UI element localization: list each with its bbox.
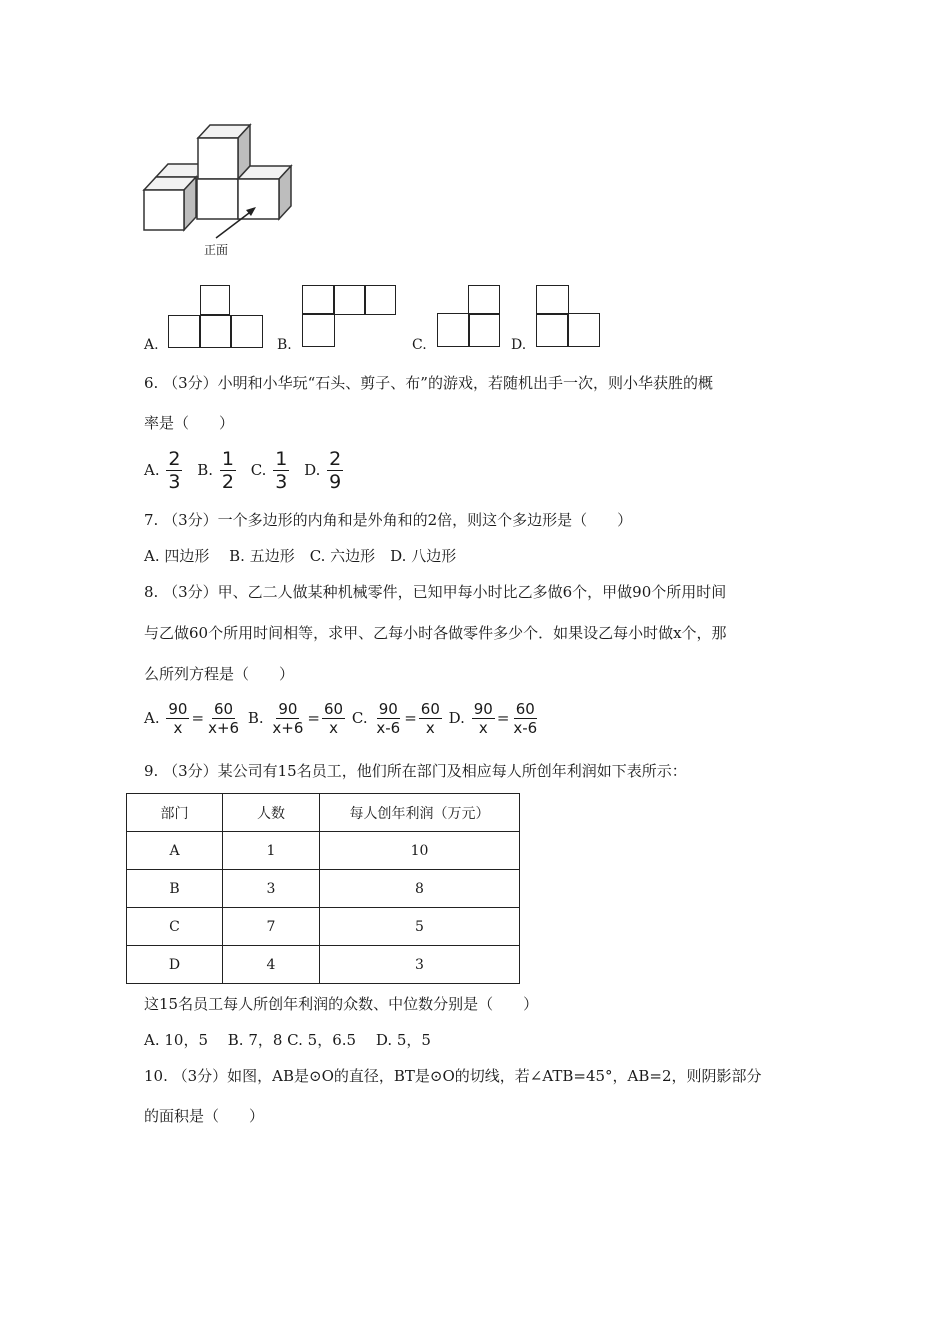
table-cell: 8 xyxy=(320,870,520,908)
table-cell: 10 xyxy=(320,832,520,870)
table-cell: C xyxy=(127,908,223,946)
table-cell: 3 xyxy=(320,946,520,984)
table-row xyxy=(127,870,520,908)
q10-text-line2: 的面积是（ ） xyxy=(144,1107,265,1125)
q5-option-d-figure xyxy=(536,285,602,349)
q8-options xyxy=(144,700,541,737)
q5-option-d-label: D. xyxy=(511,337,527,353)
table-cell: 3 xyxy=(223,870,320,908)
table-cell: 5 xyxy=(320,908,520,946)
q7-text: 7. （3分）一个多边形的内角和是外角和的2倍，则这个多边形是（ ） xyxy=(144,511,633,529)
q8-option-b: B. $\frac{90}{x+6}$ = $\frac{60}{x}$ xyxy=(247,700,344,737)
q8-option-d: D. $\frac{90}{x}$ = $\frac{60}{x-6}$ xyxy=(448,700,538,737)
front-label: 正面 xyxy=(204,243,229,257)
table-header-row xyxy=(127,794,520,832)
table-row xyxy=(127,832,520,870)
q8-text-line2: 与乙做60个所用时间相等，求甲、乙每小时各做零件多少个．如果设乙每小时做x个，那 xyxy=(144,624,727,642)
table-row xyxy=(127,908,520,946)
table-cell: 7 xyxy=(223,908,320,946)
table-row xyxy=(127,946,520,984)
table-cell: A xyxy=(127,832,223,870)
q5-option-b-figure xyxy=(302,285,398,349)
q8-text-line1: 8. （3分）甲、乙二人做某种机械零件，已知甲每小时比乙多做6个，甲做90个所用时间 xyxy=(144,583,727,601)
table-cell: 4 xyxy=(223,946,320,984)
table-header-cell: 部门 xyxy=(127,794,223,832)
q5-option-a-figure xyxy=(168,285,264,349)
q7-options: A. 四边形 B. 五边形 C. 六边形 D. 八边形 xyxy=(144,547,457,565)
q5-option-c-label: C. xyxy=(412,337,427,353)
q8-text-line3: 么所列方程是（ ） xyxy=(144,665,295,683)
profit-table xyxy=(126,793,520,984)
table-header-cell: 人数 xyxy=(223,794,320,832)
q6-option-d: D. $\frac{2}{9}$ xyxy=(304,448,342,493)
table-cell: B xyxy=(127,870,223,908)
q6-option-b: B. $\frac{1}{2}$ xyxy=(197,448,234,493)
q5-option-a-label: A. xyxy=(144,337,159,353)
q9-options: A. 10，5 B. 7，8 C. 5，6.5 D. 5，5 xyxy=(144,1031,431,1049)
table-header-cell: 每人创年利润（万元） xyxy=(320,794,520,832)
q9-question: 这15名员工每人所创年利润的众数、中位数分别是（ ） xyxy=(144,995,539,1013)
q10-text-line1: 10. （3分）如图，AB是⊙O的直径，BT是⊙O的切线，若∠ATB=45°，AB=2，则阴影部分 xyxy=(144,1067,762,1085)
q6-option-c: C. $\frac{1}{3}$ xyxy=(250,448,288,493)
table-cell: D xyxy=(127,946,223,984)
q8-option-c: C. $\frac{90}{x-6}$ = $\frac{60}{x}$ xyxy=(351,700,440,737)
q8-option-a: A. $\frac{90}{x}$ = $\frac{60}{x+6}$ xyxy=(144,700,240,737)
table-cell: 1 xyxy=(223,832,320,870)
q9-text: 9. （3分）某公司有15名员工，他们所在部门及相应每人所创年利润如下表所示： xyxy=(144,762,687,780)
q6-options xyxy=(144,448,345,493)
q5-option-b-label: B. xyxy=(277,337,292,353)
q6-text-line2: 率是（ ） xyxy=(144,414,235,432)
q6-option-a: A. $\frac{2}{3}$ xyxy=(144,448,181,493)
q6-text-line1: 6. （3分）小明和小华玩“石头、剪子、布”的游戏，若随机出手一次，则小华获胜的概 xyxy=(144,374,713,392)
q5-option-c-figure xyxy=(437,285,501,349)
